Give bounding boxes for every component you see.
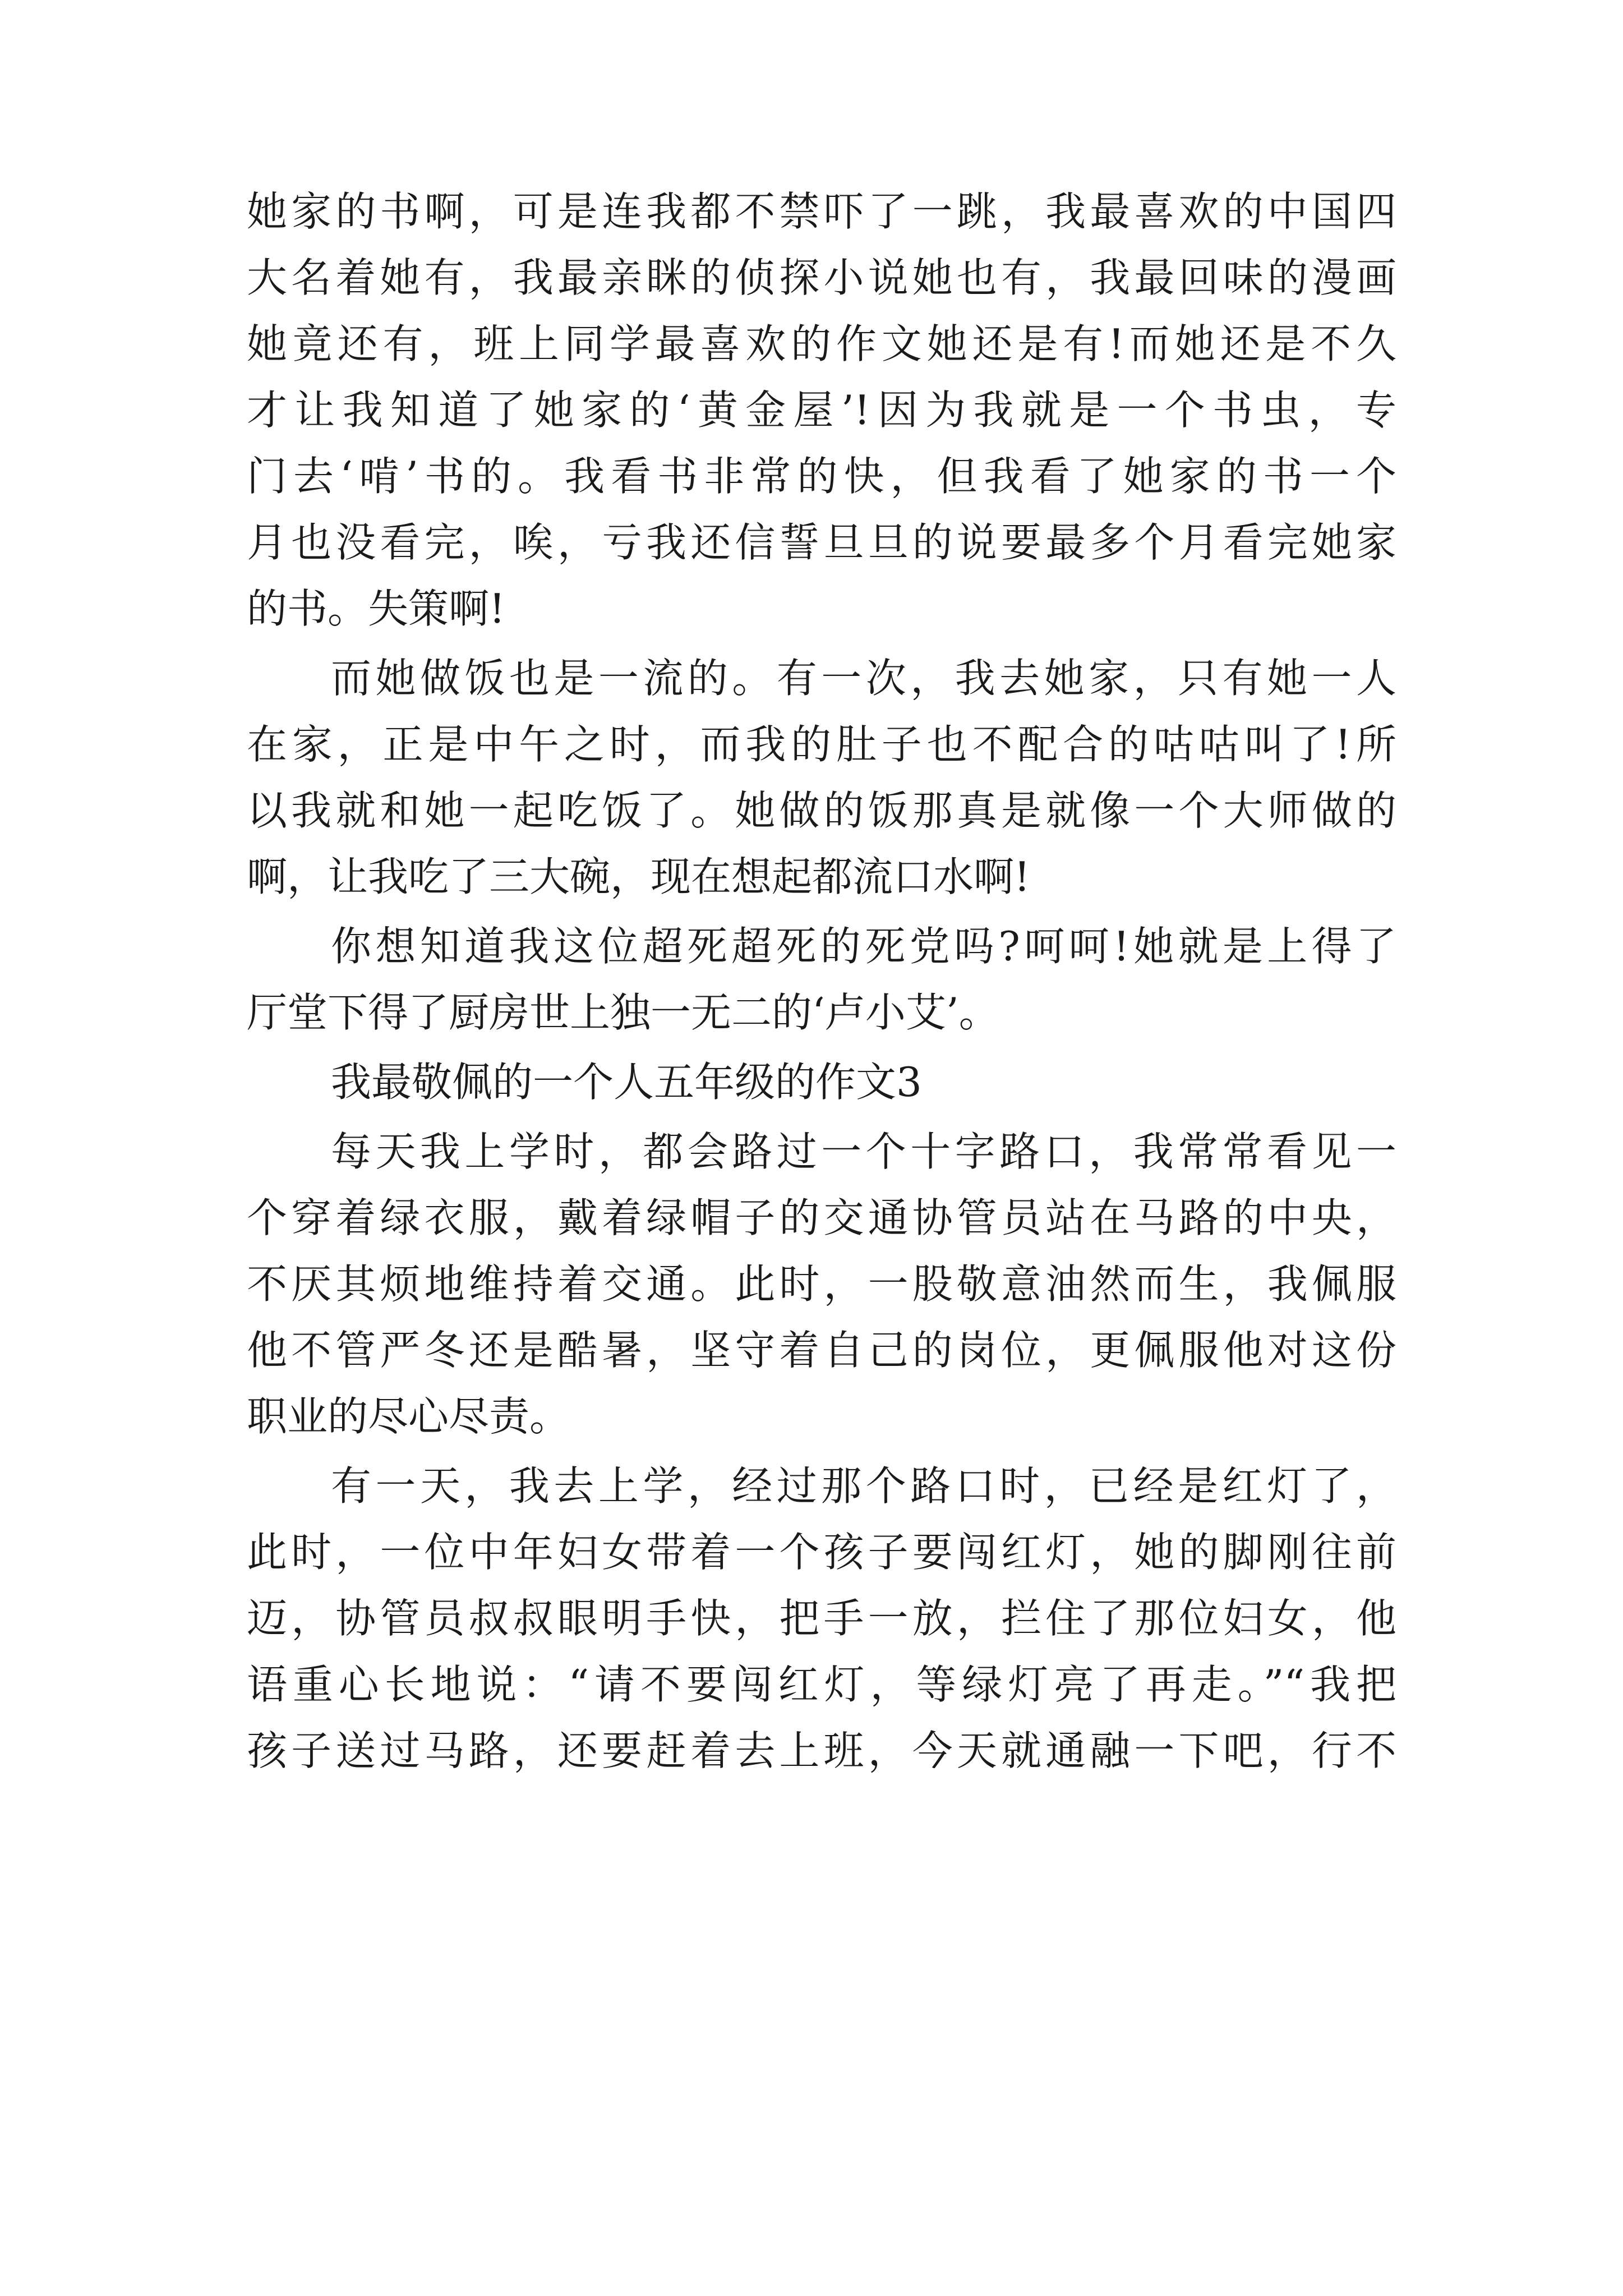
text-line: 而她做饭也是一流的。有一次，我去她家，只有她一人 <box>331 655 1396 702</box>
text-line: 月也没看完，唉，亏我还信誓旦旦的说要最多个月看完她家 <box>247 519 1396 566</box>
text-line: 迈，协管员叔叔眼明手快，把手一放，拦住了那位妇女，他 <box>247 1595 1396 1642</box>
text-line: 语重心长地说：“请不要闯红灯，等绿灯亮了再走。”“我把 <box>247 1661 1396 1708</box>
text-line: 在家，正是中午之时，而我的肚子也不配合的咕咕叫了!所 <box>247 721 1396 768</box>
text-line: 的书。失策啊! <box>247 585 505 632</box>
text-line: 他不管严冬还是酷暑，坚守着自己的岗位，更佩服他对这份 <box>247 1327 1396 1374</box>
text-line: 啊，让我吃了三大碗，现在想起都流口水啊! <box>247 853 1030 900</box>
section-heading: 我最敬佩的一个人五年级的作文3 <box>331 1059 922 1106</box>
document-body <box>247 178 1396 1784</box>
text-line: 门去‘啃’书的。我看书非常的快，但我看了她家的书一个 <box>247 453 1396 500</box>
text-line: 厅堂下得了厨房世上独一无二的‘卢小艾’。 <box>247 989 999 1036</box>
text-line: 有一天，我去上学，经过那个路口时，已经是红灯了， <box>331 1462 1396 1510</box>
text-line: 才让我知道了她家的‘黄金屋’!因为我就是一个书虫，专 <box>247 386 1396 434</box>
text-line: 大名着她有，我最亲眯的侦探小说她也有，我最回味的漫画 <box>247 254 1396 301</box>
text-line: 每天我上学时，都会路过一个十字路口，我常常看见一 <box>331 1128 1396 1175</box>
text-line: 她家的书啊，可是连我都不禁吓了一跳，我最喜欢的中国四 <box>247 188 1396 235</box>
text-line: 不厌其烦地维持着交通。此时，一股敬意油然而生，我佩服 <box>247 1260 1396 1308</box>
text-line: 孩子送过马路，还要赶着去上班，今天就通融一下吧，行不 <box>247 1727 1396 1774</box>
text-line: 个穿着绿衣服，戴着绿帽子的交通协管员站在马路的中央， <box>247 1194 1396 1241</box>
text-line: 职业的尽心尽责。 <box>247 1393 570 1440</box>
text-line: 此时，一位中年妇女带着一个孩子要闯红灯，她的脚刚往前 <box>247 1529 1396 1576</box>
text-line: 以我就和她一起吃饭了。她做的饭那真是就像一个大师做的 <box>247 787 1396 834</box>
text-line: 她竟还有，班上同学最喜欢的作文她还是有!而她还是不久 <box>247 320 1396 367</box>
text-line: 你想知道我这位超死超死的死党吗?呵呵!她就是上得了 <box>331 923 1396 970</box>
